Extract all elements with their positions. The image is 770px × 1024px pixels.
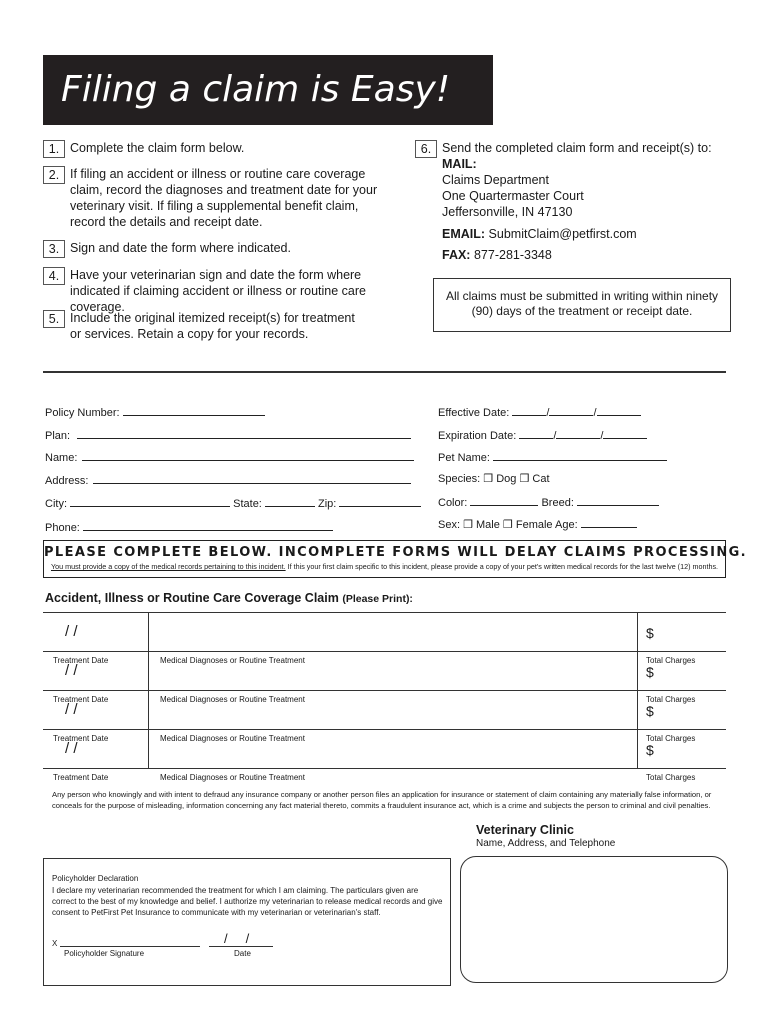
signature-line[interactable] [60, 946, 200, 947]
mail-line: Claims Department [442, 173, 549, 187]
pet-name-label: Pet Name: [438, 452, 490, 464]
treatment-date-cell[interactable] [43, 730, 149, 769]
color-breed-field[interactable] [438, 495, 659, 509]
breed-line[interactable] [577, 495, 659, 506]
step-4 [43, 267, 398, 315]
effective-day-line[interactable] [549, 405, 593, 416]
total-charges-cell[interactable] [637, 691, 726, 730]
step-text: Include the original itemized receipt(s) for treatment or services. Retain a copy for your records. [70, 311, 355, 341]
zip-label: Zip: [318, 498, 337, 510]
page-title: Filing a claim is Easy! [43, 55, 493, 125]
step-number: 4. [43, 267, 65, 285]
total-charges-cell[interactable] [637, 652, 726, 691]
date-slashes: / / [65, 701, 78, 718]
claim-table [43, 612, 726, 782]
claim-title: Accident, Illness or Routine Care Coverage Claim [45, 591, 339, 605]
date-label: Date [234, 949, 251, 958]
address-field[interactable] [45, 473, 411, 487]
total-charges-label: Total Charges [646, 695, 696, 704]
male-label: Male [476, 519, 500, 531]
pet-name-field[interactable] [438, 450, 667, 464]
male-checkbox-icon[interactable]: ❒ [463, 519, 473, 531]
declaration-title: Policyholder Declaration [52, 874, 139, 883]
signature-x-mark: X [52, 939, 58, 948]
expiration-date-field[interactable] [438, 428, 647, 442]
treatment-date-cell[interactable] [43, 691, 149, 730]
breed-label: Breed: [541, 497, 574, 509]
city-state-zip-field[interactable] [45, 496, 421, 510]
date-slashes: / / [224, 931, 250, 946]
mail-label: MAIL: [442, 157, 477, 171]
clinic-title: Veterinary Clinic [476, 823, 574, 837]
mail-line: Jeffersonville, IN 47130 [442, 205, 573, 219]
fraud-notice: Any person who knowingly and with intent to defraud any insurance company or another person files an application for insurance or statement of claim containing any materially false information, or conceals for the purpose of misleading, information concerning any fact material thereto, commits a fraudulent insurance act, which is a crime and subjects the person to criminal and civil penalties. [52, 790, 712, 810]
warning-subtext [44, 562, 725, 571]
diagnoses-label: Medical Diagnoses or Routine Treatment [160, 734, 305, 743]
claim-row [43, 652, 726, 704]
name-line[interactable] [82, 450, 414, 461]
cat-checkbox-icon[interactable]: ❒ [519, 473, 530, 485]
fax-label: FAX: [442, 248, 471, 262]
dollar-sign: $ [646, 742, 654, 758]
step-number: 6. [415, 140, 437, 158]
city-line[interactable] [70, 496, 230, 507]
expiration-day-line[interactable] [556, 428, 600, 439]
diagnoses-label: Medical Diagnoses or Routine Treatment [160, 656, 305, 665]
step-2 [43, 166, 388, 230]
female-checkbox-icon[interactable]: ❒ [502, 519, 513, 531]
expiration-month-line[interactable] [519, 428, 553, 439]
dog-label: Dog [496, 473, 517, 485]
step-3 [43, 240, 403, 258]
claim-row [43, 613, 726, 665]
effective-date-label: Effective Date: [438, 407, 510, 419]
clinic-subtitle: Name, Address, and Telephone [476, 838, 616, 849]
date-slashes: / / [65, 623, 78, 640]
expiration-year-line[interactable] [603, 428, 647, 439]
state-line[interactable] [265, 496, 315, 507]
address-line[interactable] [93, 473, 411, 484]
policy-number-label: Policy Number: [45, 407, 120, 419]
dollar-sign: $ [646, 625, 654, 641]
claim-title-note: (Please Print): [342, 593, 413, 605]
total-charges-label: Total Charges [646, 656, 696, 665]
address-label: Address: [45, 475, 89, 487]
treatment-date-label: Treatment Date [53, 734, 109, 743]
total-charges-cell[interactable] [637, 730, 726, 769]
warning-subtext-rest: If this your first claim specific to this incident, please provide a copy of your pet's written medical records for the last twelve (12) months. [285, 562, 719, 571]
step-5 [43, 310, 363, 342]
pet-name-line[interactable] [493, 450, 667, 461]
species-field [438, 472, 550, 485]
treatment-date-label: Treatment Date [53, 656, 109, 665]
diagnoses-label: Medical Diagnoses or Routine Treatment [160, 695, 305, 704]
phone-line[interactable] [83, 520, 333, 531]
step-6 [415, 140, 735, 263]
step-1 [43, 140, 403, 158]
step-text: Sign and date the form where indicated. [70, 241, 291, 255]
dollar-sign: $ [646, 703, 654, 719]
state-label: State: [233, 498, 262, 510]
treatment-date-label: Treatment Date [53, 773, 109, 782]
treatment-date-cell[interactable] [43, 613, 149, 652]
cat-label: Cat [532, 473, 550, 485]
fax-number: 877-281-3348 [473, 248, 552, 262]
claim-row [43, 691, 726, 743]
claim-row [43, 730, 726, 782]
step-text: Have your veterinarian sign and date the form where indicated if claiming accident or illness or routine care coverage. [70, 268, 366, 314]
sex-label: Sex: [438, 519, 461, 531]
effective-date-field[interactable] [438, 405, 641, 419]
warning-banner [43, 540, 748, 578]
total-charges-label: Total Charges [646, 734, 696, 743]
dollar-sign: $ [646, 664, 654, 680]
phone-field[interactable] [45, 520, 333, 534]
effective-year-line[interactable] [597, 405, 641, 416]
date-slash: / [546, 407, 550, 419]
step-number: 3. [43, 240, 65, 258]
date-slash: / [600, 430, 604, 442]
species-label: Species: [438, 473, 481, 485]
policyholder-declaration [43, 858, 451, 986]
plan-label: Plan: [45, 430, 71, 442]
policy-number-line[interactable] [123, 405, 265, 416]
warning-subtext-underlined: You must provide a copy of the medical records pertaining to this incident. [50, 562, 286, 571]
female-label: Female [515, 519, 553, 531]
dog-checkbox-icon[interactable]: ❒ [483, 473, 494, 485]
email-line [442, 226, 735, 242]
effective-month-line[interactable] [512, 405, 546, 416]
color-label: Color: [438, 497, 468, 509]
signature-label: Policyholder Signature [64, 949, 145, 958]
age-label: Age: [555, 519, 578, 531]
zip-line[interactable] [339, 496, 421, 507]
section-divider [43, 371, 726, 373]
date-line[interactable] [209, 946, 273, 947]
veterinary-clinic-box[interactable] [460, 856, 728, 983]
treatment-date-cell[interactable] [43, 652, 149, 691]
city-label: City: [45, 498, 67, 510]
warning-heading: PLEASE COMPLETE BELOW. INCOMPLETE FORMS WILL DELAY CLAIMS PROCESSING. [44, 545, 748, 560]
total-charges-cell[interactable] [637, 613, 726, 652]
step-number: 5. [43, 310, 65, 328]
send-intro: Send the completed claim form and receipt(s) to: [442, 141, 712, 155]
claim-section-title [45, 591, 413, 605]
step-text: If filing an accident or illness or routine care coverage claim, record the diagnoses and treatment date for your veterinary visit. If filing a supplemental benefit claim, record the details and receipt date. [70, 167, 378, 229]
sex-age-field [438, 517, 637, 531]
deadline-notice: All claims must be submitted in writing within ninety (90) days of the treatment or receipt date. [433, 278, 731, 332]
treatment-date-label: Treatment Date [53, 695, 109, 704]
name-field[interactable] [45, 450, 414, 464]
total-charges-label: Total Charges [646, 773, 696, 782]
color-line[interactable] [470, 495, 538, 506]
step-text: Complete the claim form below. [70, 141, 245, 155]
email-label: EMAIL: [442, 227, 486, 241]
plan-line[interactable] [77, 428, 411, 439]
mail-line: One Quartermaster Court [442, 189, 584, 203]
policy-number-field[interactable] [45, 405, 265, 419]
age-line[interactable] [581, 517, 637, 528]
name-label: Name: [45, 452, 78, 464]
diagnoses-label: Medical Diagnoses or Routine Treatment [160, 773, 305, 782]
step-number: 2. [43, 166, 65, 184]
expiration-date-label: Expiration Date: [438, 430, 517, 442]
date-slash: / [593, 407, 597, 419]
fax-line [442, 247, 735, 263]
date-slashes: / / [65, 662, 78, 679]
date-slash: / [553, 430, 557, 442]
step-number: 1. [43, 140, 65, 158]
plan-field[interactable] [45, 428, 411, 442]
phone-label: Phone: [45, 522, 80, 534]
date-slashes: / / [65, 740, 78, 757]
declaration-text: I declare my veterinarian recommended the treatment for which I am claiming. The particulars given are correct to the best of my knowledge and belief. I authorize my veterinarian to release medical records and give consent to PetFirst Pet Insurance to communicate with my veterinarian or veterinarian's staff. [52, 886, 443, 917]
email-address[interactable]: SubmitClaim@petfirst.com [488, 227, 637, 241]
